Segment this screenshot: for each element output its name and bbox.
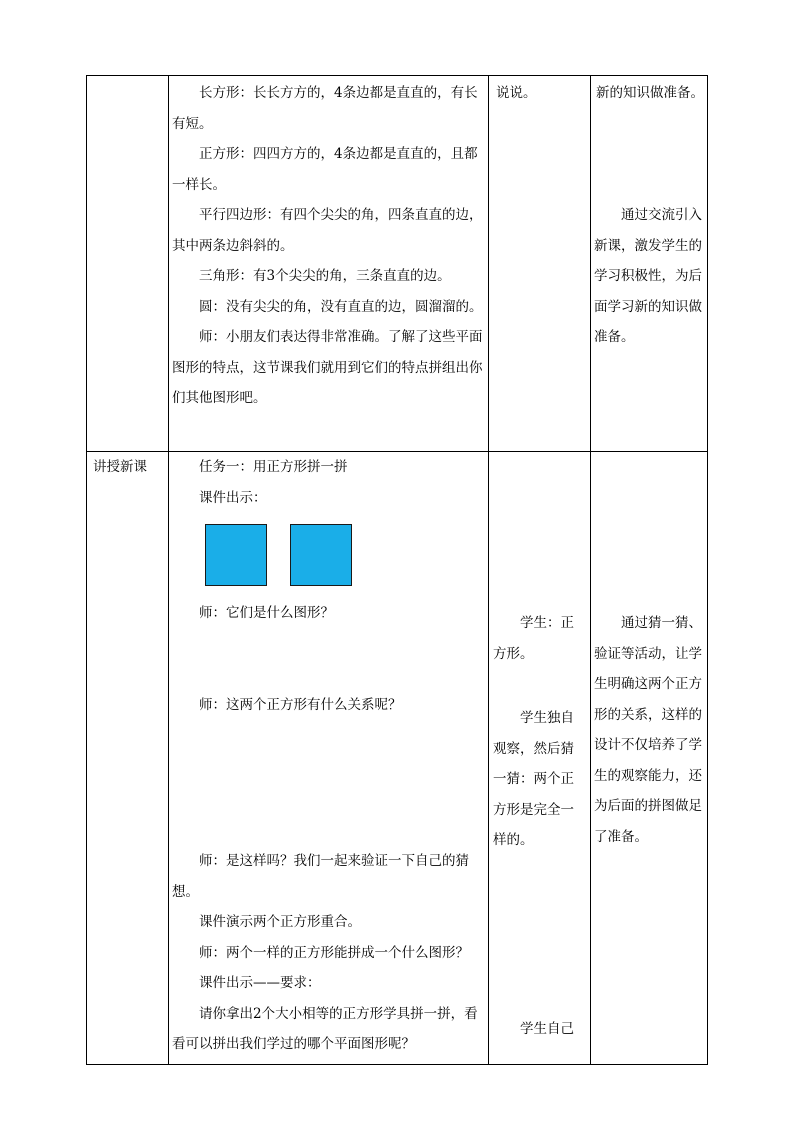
square-description: 正方形：四四方方的，4条边都是直直的，且都一样长。	[172, 146, 478, 193]
task-title: 任务一：用正方形拼一拼	[199, 459, 348, 475]
student-answer-2: 学生独自观察，然后猜一猜：两个正方形是完全一样的。	[493, 710, 574, 848]
combine-question: 师：两个一样的正方形能拼成一个什么图形？	[199, 944, 469, 961]
blue-square-right	[290, 524, 352, 586]
stage-label: 讲授新课	[93, 459, 147, 475]
row2-intent: 通过猜一猜、验证等活动，让学生明确这两个正方形的关系，这样的设计不仅培养了学生的观察能力，还为后面的拼图做足了准备。	[594, 615, 702, 845]
demo-note: 课件演示两个正方形重合。	[199, 914, 361, 930]
table-border-left	[86, 75, 87, 1065]
table-border-right	[707, 75, 708, 1065]
column-divider-2	[488, 75, 489, 1065]
table-border-top	[86, 75, 708, 76]
student-answer-3: 学生自己	[520, 1021, 574, 1037]
teacher-summary: 师：小朋友们表达得非常准确。了解了这些平面图形的特点，这节课我们就用到它们的特点拼组出你们其他图形吧。	[172, 329, 483, 406]
courseware-label: 课件出示：	[199, 489, 267, 506]
row1-intent: 通过交流引入新课，激发学生的学习积极性，为后面学习新的知识做准备。	[594, 207, 702, 345]
row2-content-bottom	[172, 846, 485, 1060]
row1-intent-continued: 新的知识做准备。	[596, 85, 704, 101]
verify-prompt: 师：是这样吗？我们一起来验证一下自己的猜想。	[172, 853, 469, 900]
parallelogram-description: 平行四边形：有四个尖尖的角，四条直直的边，其中两条边斜斜的。	[172, 207, 483, 254]
column-divider-3	[590, 75, 591, 1065]
instruction-text: 请你拿出2个大小相等的正方形学具拼一拼，看看可以拼出我们学过的哪个平面图形呢？	[172, 1005, 478, 1052]
triangle-description: 三角形：有3个尖尖的角，三条直直的边。	[199, 268, 451, 284]
blue-square-left	[205, 524, 267, 586]
column-divider-1	[168, 75, 169, 1065]
row2-content-top	[172, 452, 485, 513]
requirement-label: 课件出示——要求：	[199, 975, 321, 991]
question-relation: 师：这两个正方形有什么关系呢？	[199, 697, 402, 713]
row1-student-cell: 说说。	[496, 85, 537, 101]
question-shape: 师：它们是什么图形？	[199, 605, 334, 621]
rectangle-description: 长方形：长长方方的，4条边都是直直的，有长有短。	[172, 85, 478, 132]
circle-description: 圆：没有尖尖的角，没有直直的边，圆溜溜的。	[199, 298, 483, 315]
student-answer-1: 学生：正方形。	[493, 615, 574, 662]
table-border-bottom	[86, 1064, 708, 1065]
row1-content-cell	[172, 78, 485, 414]
